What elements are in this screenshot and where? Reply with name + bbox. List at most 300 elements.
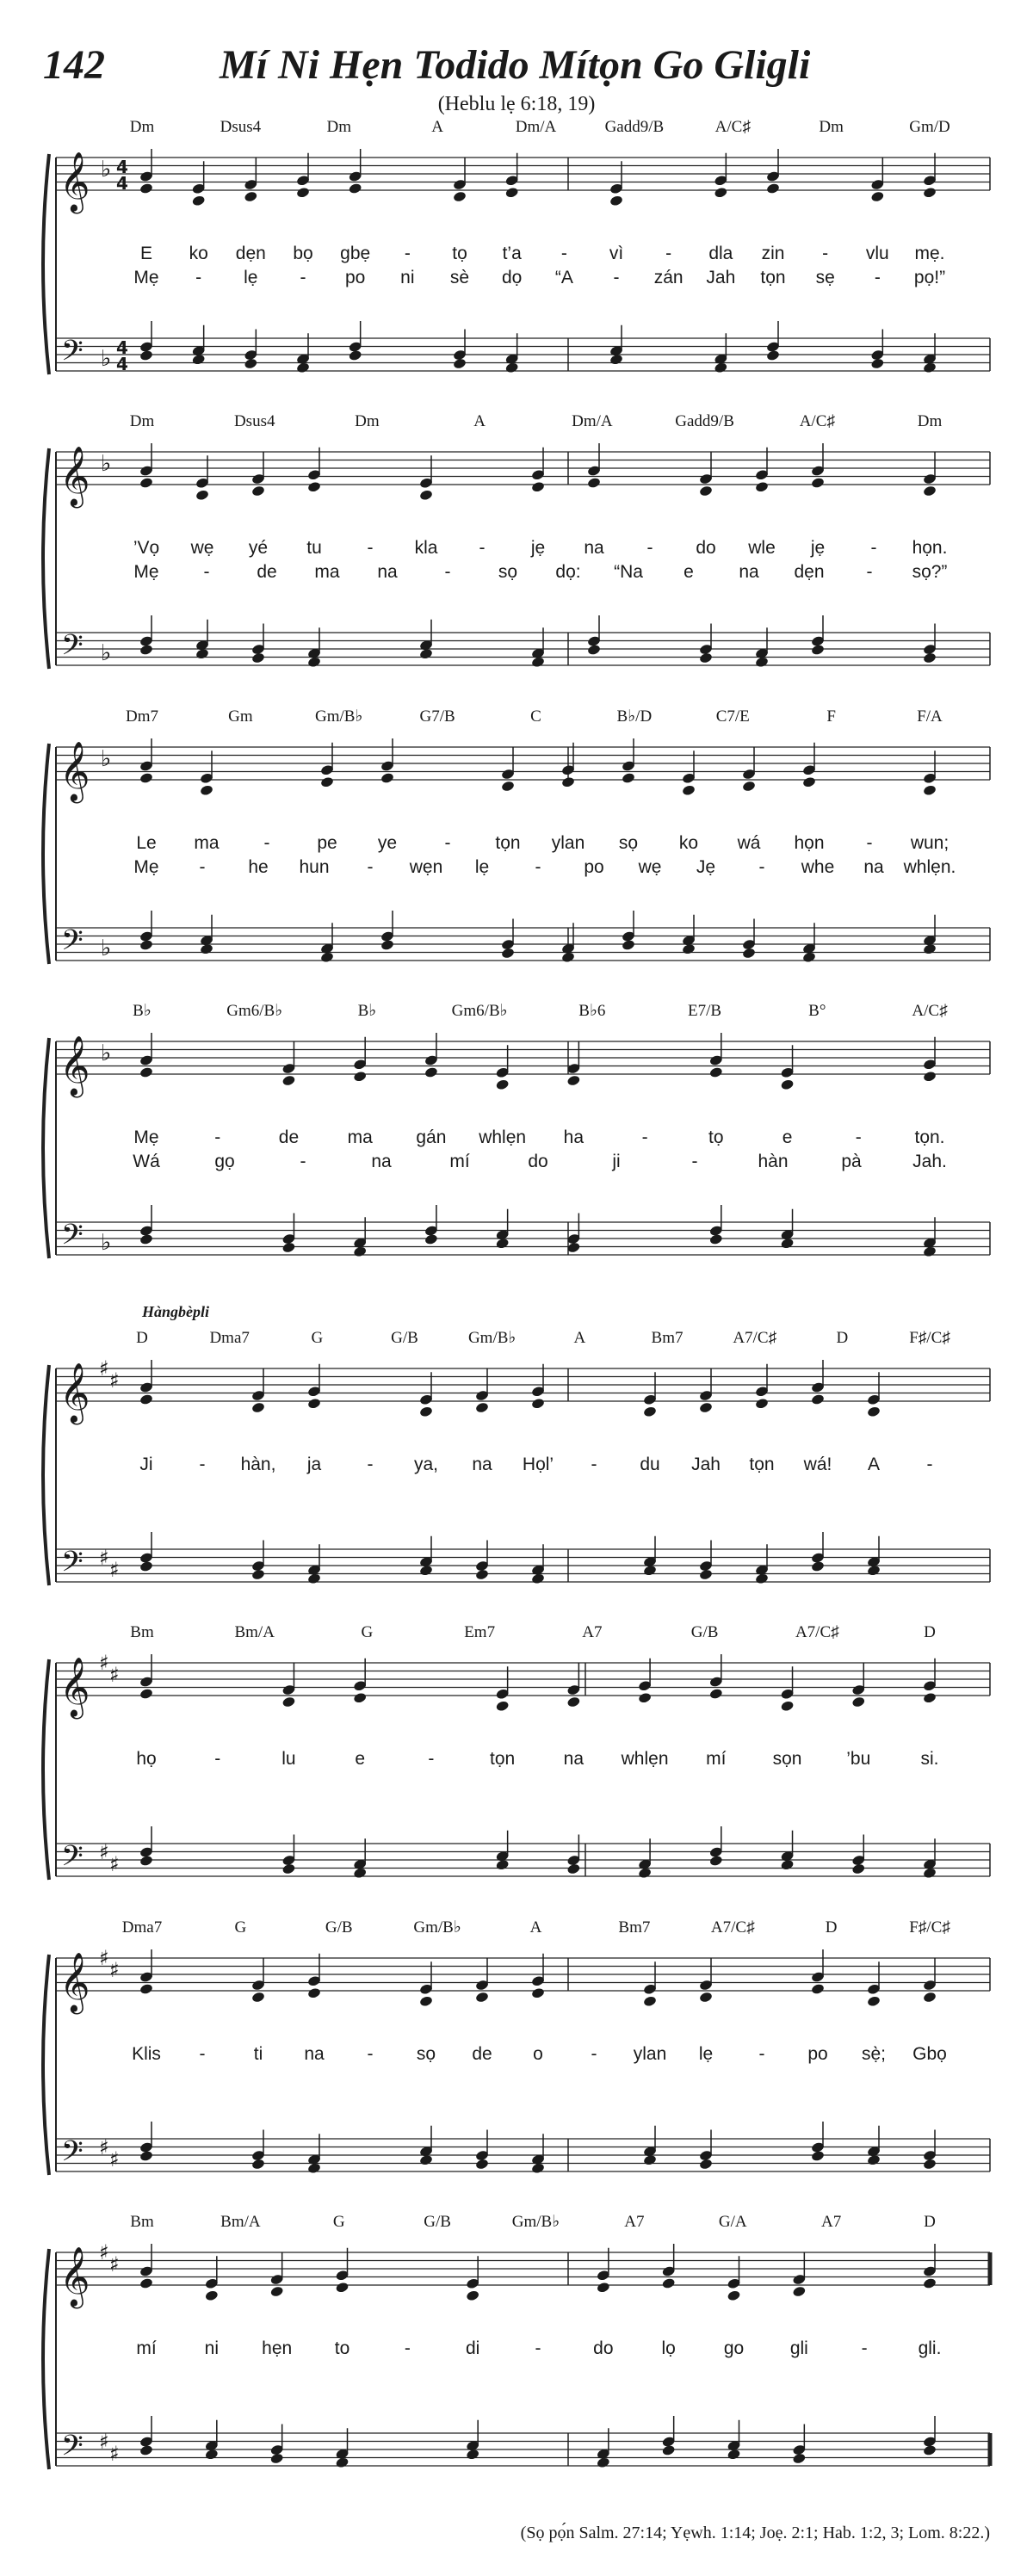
bass-note-head	[699, 1568, 714, 1580]
bass-note-head	[923, 2444, 937, 2456]
lyric-syllable: lọ	[661, 2338, 676, 2358]
lyric-syllable: go	[723, 2338, 745, 2358]
lyric-syllable: sọ?”	[912, 562, 948, 582]
lyric-syllable: zin	[761, 244, 785, 263]
lyric-syllable: -	[479, 538, 486, 558]
treble-note-head	[307, 1987, 322, 1999]
lyric-syllable: e	[782, 1127, 793, 1147]
chord-symbol: B°	[808, 1002, 826, 1020]
treble-staff	[56, 1041, 990, 1074]
lyric-syllable: -	[367, 857, 374, 877]
lyric-syllable: po	[344, 268, 366, 287]
key-signature-sharp: ♯	[109, 2252, 120, 2276]
chord-symbol: Bm7	[618, 1918, 651, 1937]
chord-symbol: A/C♯	[714, 118, 751, 136]
lyric-syllable: na	[739, 562, 759, 582]
treble-note-head	[802, 776, 817, 788]
chord-symbol: Bm	[130, 2213, 154, 2231]
chord-symbol: Gm/B♭	[511, 2213, 560, 2231]
bass-note-head	[475, 1568, 490, 1580]
treble-note-head	[281, 1074, 296, 1086]
lyric-syllable: -	[195, 268, 202, 287]
treble-note-head	[699, 1991, 714, 2003]
lyric-syllable: -	[199, 857, 206, 877]
lyric-syllable: na	[371, 1152, 392, 1171]
lyric-syllable: họ	[136, 1749, 157, 1769]
treble-note-head	[597, 2282, 611, 2294]
lyric-syllable: gọ	[214, 1152, 235, 1171]
lyric-syllable: kla	[414, 538, 438, 558]
lyric-syllable: ni	[204, 2338, 220, 2358]
treble-note-head	[923, 187, 937, 199]
lyric-syllable: mí	[706, 1749, 727, 1769]
bass-note-head	[244, 357, 258, 369]
chord-symbol: Bm	[130, 1623, 154, 1641]
chord-symbol: G7/B	[419, 707, 455, 726]
treble-clef: 𝄞	[59, 446, 90, 506]
treble-note-head	[419, 489, 434, 501]
bass-note-head	[802, 951, 817, 963]
lyric-syllable: hàn,	[240, 1455, 276, 1474]
bass-clef: 𝄢	[61, 1219, 84, 1258]
bass-note-head	[699, 2158, 714, 2170]
lyric-syllable: -	[822, 244, 829, 263]
bass-note-head	[643, 2154, 658, 2166]
bass-note-head	[643, 1565, 658, 1577]
bass-staff	[56, 928, 990, 961]
treble-clef: 𝄞	[59, 1362, 90, 1423]
chord-symbol: E7/B	[688, 1002, 722, 1020]
treble-note-head	[811, 1983, 826, 1995]
treble-staff	[56, 1368, 990, 1401]
lyric-syllable: -	[691, 1152, 698, 1171]
treble-clef: 𝄞	[59, 1035, 90, 1096]
bass-note-head	[424, 1233, 439, 1245]
lyric-syllable: jẹ	[530, 538, 546, 558]
chord-symbol: Dsus4	[233, 412, 275, 430]
lyric-syllable: -	[613, 268, 620, 287]
chord-symbol: B♭/D	[616, 707, 653, 726]
bass-clef: 𝄢	[61, 2430, 84, 2469]
bass-note-head	[870, 357, 885, 369]
lyric-syllable: sẹ	[815, 268, 835, 287]
treble-note-head	[495, 1700, 510, 1712]
chord-symbol: Dm/A	[515, 118, 557, 136]
chord-symbol: G/B	[391, 1329, 418, 1347]
key-signature-sharp: ♯	[99, 2240, 109, 2264]
chord-symbol: C7/E	[715, 707, 750, 726]
chord-symbol: F/A	[917, 707, 943, 726]
bass-note-head	[139, 1233, 154, 1245]
lyric-syllable: -	[444, 562, 451, 582]
bass-note-head	[307, 1572, 322, 1585]
treble-note-head	[851, 1696, 866, 1708]
chord-symbol: A7/C♯	[733, 1329, 777, 1347]
bass-note-head	[495, 1859, 510, 1871]
lyric-syllable: tọn.	[914, 1127, 945, 1147]
bass-note-head	[923, 943, 937, 955]
lyric-syllable: tọ	[452, 244, 467, 263]
treble-note-head	[251, 485, 266, 497]
treble-note-head	[281, 1696, 296, 1708]
lyric-syllable: -	[214, 1127, 221, 1147]
treble-clef: 𝄞	[59, 2246, 90, 2307]
bass-note-head	[251, 2158, 266, 2170]
bass-note-head	[609, 354, 624, 366]
treble-note-head	[195, 489, 210, 501]
chord-symbol: A7	[624, 2213, 645, 2231]
bass-clef: 𝄢	[61, 2135, 84, 2175]
lyric-syllable: -	[300, 1152, 306, 1171]
key-signature-sharp: ♯	[109, 1663, 120, 1687]
bass-note-head	[638, 1867, 653, 1879]
lyric-syllable: bọ	[293, 244, 313, 263]
chord-symbol: Gm6/B♭	[226, 1002, 283, 1020]
lyric-syllable: Mẹ	[133, 268, 159, 287]
lyric-syllable: ylan	[551, 833, 585, 853]
bass-note-head	[504, 361, 519, 374]
lyric-syllable: e	[355, 1749, 366, 1769]
lyric-syllable: -	[866, 833, 873, 853]
key-signature-sharp: ♯	[99, 1946, 109, 1970]
treble-note-head	[320, 776, 335, 788]
lyric-syllable: ni	[400, 268, 415, 287]
bass-note-head	[780, 1238, 795, 1250]
lyric-syllable: -	[428, 1749, 435, 1769]
bass-clef: 𝄢	[61, 335, 84, 374]
chord-symbol: A7	[582, 1623, 603, 1641]
lyric-syllable: -	[404, 2338, 411, 2358]
lyric-syllable: sè	[449, 268, 470, 287]
lyric-syllable: dẹn	[794, 562, 825, 582]
lyric-syllable: Mẹ	[133, 857, 159, 877]
treble-note-head	[191, 195, 206, 207]
lyric-syllable: wẹ	[638, 857, 662, 877]
treble-note-head	[419, 1995, 434, 2007]
bass-note-head	[811, 1560, 826, 1572]
treble-note-head	[923, 1692, 937, 1704]
tempo-marking: Hàngbèpli	[142, 1303, 210, 1320]
chord-symbol: A/C♯	[799, 412, 835, 430]
chord-symbol: F♯/C♯	[909, 1918, 950, 1937]
bass-note-head	[531, 2162, 546, 2174]
treble-note-head	[353, 1692, 368, 1704]
chord-symbol: F	[826, 707, 836, 726]
bass-note-head	[755, 1572, 770, 1585]
chord-symbol: Dm	[355, 412, 380, 430]
treble-note-head	[923, 1991, 937, 2003]
key-signature-sharp: ♯	[99, 1840, 109, 1864]
key-signature-flat: ♭	[101, 1230, 112, 1256]
bass-note-head	[419, 648, 434, 660]
treble-note-head	[923, 784, 937, 796]
system-brace	[43, 1659, 49, 1880]
system-brace	[43, 1955, 49, 2175]
lyric-syllable: -	[646, 538, 653, 558]
lyric-syllable: hàn	[758, 1152, 789, 1171]
key-signature-sharp: ♯	[99, 2430, 109, 2454]
lyric-syllable: tọn	[749, 1455, 775, 1474]
chord-symbol: B♭6	[578, 1002, 606, 1020]
lyric-syllable: Gbọ	[912, 2044, 947, 2064]
bass-note-head	[139, 1560, 154, 1572]
bass-note-head	[780, 1859, 795, 1871]
chord-symbol: G	[332, 2213, 345, 2231]
treble-note-head	[296, 187, 311, 199]
bass-note-head	[923, 2158, 937, 2170]
chord-symbol: Dm	[917, 412, 943, 430]
time-signature-top: 4	[116, 157, 128, 177]
bass-note-head	[811, 2150, 826, 2162]
lyric-syllable: -	[758, 857, 765, 877]
system-brace	[43, 154, 49, 374]
bass-note-head	[251, 652, 266, 664]
treble-note-head	[867, 1405, 881, 1418]
treble-note-head	[200, 784, 214, 796]
bass-note-head	[851, 1863, 866, 1875]
lyric-syllable: o	[533, 2044, 543, 2064]
lyric-syllable: wẹn	[409, 857, 443, 877]
treble-note-head	[139, 182, 154, 195]
treble-note-head	[699, 1401, 714, 1413]
treble-note-head	[867, 1995, 881, 2007]
treble-note-head	[766, 182, 781, 195]
lyric-syllable: gbẹ	[340, 244, 371, 263]
lyric-syllable: ko	[678, 833, 699, 853]
chord-symbol: A7	[821, 2213, 842, 2231]
lyric-syllable: whlẹn	[621, 1749, 669, 1769]
bass-note-head	[139, 939, 154, 951]
treble-note-head	[609, 195, 624, 207]
key-signature-sharp: ♯	[109, 1558, 120, 1582]
chord-symbol: Bm/A	[234, 1623, 275, 1641]
lyric-syllable: -	[665, 244, 672, 263]
lyric-syllable: -	[535, 2338, 541, 2358]
bass-note-head	[531, 1572, 546, 1585]
chord-symbol: Gm/B♭	[315, 707, 363, 726]
key-signature-sharp: ♯	[99, 1651, 109, 1675]
lyric-syllable: na	[472, 1455, 492, 1474]
lyric-syllable: whlẹn.	[903, 857, 956, 877]
bass-clef: 𝄢	[61, 629, 84, 669]
treble-note-head	[727, 2289, 741, 2301]
lyric-syllable: -	[300, 268, 306, 287]
bass-note-head	[281, 1863, 296, 1875]
treble-note-head	[531, 1398, 546, 1410]
bass-note-head	[139, 2150, 154, 2162]
chord-symbol: C	[530, 707, 541, 726]
lyric-syllable: -	[203, 562, 210, 582]
lyric-syllable: hun	[299, 857, 330, 877]
treble-note-head	[792, 2285, 807, 2297]
treble-note-head	[353, 1071, 368, 1083]
treble-note-head	[307, 1398, 322, 1410]
chord-symbol: G/B	[690, 1623, 719, 1641]
system-brace	[43, 448, 49, 669]
treble-note-head	[348, 182, 362, 195]
bass-staff	[56, 2139, 990, 2171]
bass-note-head	[923, 1245, 937, 1257]
lyric-syllable: -	[855, 1127, 862, 1147]
lyric-syllable: sẹ̀;	[861, 2044, 887, 2064]
lyric-syllable: -	[560, 244, 567, 263]
lyric-syllable: dẹn	[235, 244, 266, 263]
lyric-syllable: mẹ.	[914, 244, 945, 263]
lyric-syllable: de	[472, 2044, 492, 2064]
treble-note-head	[780, 1078, 795, 1090]
chord-symbol: G/B	[424, 2213, 451, 2231]
chord-symbol: D	[924, 2213, 936, 2231]
lyric-syllable: to	[334, 2338, 350, 2358]
bass-clef: 𝄢	[61, 1546, 84, 1585]
lyric-syllable: tọn	[490, 1749, 516, 1769]
bass-note-head	[531, 656, 546, 668]
treble-note-head	[811, 477, 826, 489]
lyric-syllable: vlu	[865, 244, 889, 263]
chord-symbol: G/B	[325, 1918, 353, 1937]
treble-note-head	[755, 481, 770, 493]
lyric-syllable: na	[377, 562, 398, 582]
treble-note-head	[269, 2285, 284, 2297]
treble-note-head	[139, 477, 154, 489]
lyric-syllable: lẹ	[698, 2044, 714, 2064]
chord-symbol: Gm/D	[909, 118, 950, 136]
bass-note-head	[380, 939, 395, 951]
chord-symbol: B♭	[133, 1002, 152, 1020]
treble-clef: 𝄞	[59, 1952, 90, 2012]
lyric-syllable: -	[866, 562, 873, 582]
chord-symbol: A	[431, 118, 443, 136]
chord-symbol: Bm/A	[220, 2213, 261, 2231]
lyric-syllable: tu	[306, 538, 322, 558]
treble-note-head	[139, 1983, 154, 1995]
lyric-syllable: họn	[794, 833, 825, 853]
bass-note-head	[495, 1238, 510, 1250]
lyric-syllable: dla	[708, 244, 733, 263]
chord-symbol: Dsus4	[220, 118, 262, 136]
chord-symbol: B♭	[357, 1002, 377, 1020]
treble-note-head	[531, 481, 546, 493]
bass-note-head	[353, 1245, 368, 1257]
treble-note-head	[923, 485, 937, 497]
lyric-syllable: Jah.	[912, 1152, 947, 1171]
treble-note-head	[682, 784, 696, 796]
treble-note-head	[205, 2289, 220, 2301]
lyric-syllable: Mẹ	[133, 562, 159, 582]
chord-symbol: Gm/B♭	[467, 1329, 516, 1347]
lyric-syllable: ’Vọ	[133, 538, 160, 558]
bass-note-head	[335, 2456, 349, 2468]
bass-note-head	[561, 951, 576, 963]
lyric-syllable: -	[367, 538, 374, 558]
lyric-syllable: vì	[609, 244, 624, 263]
bass-staff	[56, 633, 990, 665]
lyric-syllable: de	[257, 562, 277, 582]
key-signature-sharp: ♯	[109, 1852, 120, 1876]
lyric-syllable: wle	[748, 538, 776, 558]
treble-note-head	[638, 1692, 653, 1704]
lyric-syllable: -	[199, 1455, 206, 1474]
chord-symbol: Dm	[129, 412, 155, 430]
time-signature-bottom: 4	[116, 354, 128, 374]
lyric-syllable: -	[591, 2044, 597, 2064]
bass-note-head	[867, 2154, 881, 2166]
lyric-syllable: ya,	[413, 1455, 439, 1474]
treble-note-head	[139, 1393, 154, 1405]
treble-clef: 𝄞	[59, 151, 90, 212]
treble-note-head	[561, 776, 576, 788]
hymn-title: Mí Ni Hẹn Todido Mítọn Go Gligli	[220, 42, 811, 88]
time-signature-bottom: 4	[116, 173, 128, 194]
lyric-syllable: whlẹn	[479, 1127, 527, 1147]
lyric-syllable: do	[696, 538, 716, 558]
treble-note-head	[335, 2282, 349, 2294]
chord-symbol: A7/C♯	[710, 1918, 755, 1937]
lyric-syllable: mí	[449, 1152, 470, 1171]
lyric-syllable: ti	[253, 2044, 263, 2064]
lyric-syllable: wẹ	[190, 538, 214, 558]
bass-note-head	[139, 1855, 154, 1867]
key-signature-flat: ♭	[101, 746, 112, 772]
bass-staff	[56, 1844, 990, 1876]
system-brace	[43, 1038, 49, 1258]
lyric-syllable: -	[758, 2044, 765, 2064]
treble-note-head	[643, 1405, 658, 1418]
lyric-syllable: gli	[789, 2338, 808, 2358]
key-signature-sharp: ♯	[109, 2442, 120, 2466]
treble-note-head	[566, 1074, 581, 1086]
chord-symbol: G	[311, 1329, 324, 1347]
key-signature-flat: ♭	[101, 936, 112, 961]
chord-symbol: F♯/C♯	[909, 1329, 950, 1347]
lyric-syllable: ko	[189, 244, 208, 263]
bass-note-head	[699, 652, 714, 664]
lyric-syllable: mí	[136, 2338, 157, 2358]
scripture-reference: (Heblu lẹ 6:18, 19)	[437, 93, 596, 115]
key-signature-sharp: ♯	[109, 1958, 120, 1982]
lyric-syllable: ma	[347, 1127, 373, 1147]
lyric-syllable: wá	[737, 833, 761, 853]
bass-note-head	[867, 1565, 881, 1577]
time-signature-top: 4	[116, 337, 128, 358]
lyric-syllable: wá!	[803, 1455, 832, 1474]
lyric-syllable: -	[870, 538, 877, 558]
lyric-syllable: ja	[306, 1455, 322, 1474]
treble-note-head	[870, 190, 885, 202]
lyric-syllable: dọ	[501, 268, 523, 287]
treble-note-head	[742, 780, 757, 792]
lyric-syllable: -	[861, 2338, 868, 2358]
lyric-syllable: ma	[314, 562, 340, 582]
treble-note-head	[139, 772, 154, 784]
treble-note-head	[139, 1066, 154, 1078]
lyric-syllable: gli.	[918, 2338, 942, 2358]
bass-note-head	[709, 1233, 724, 1245]
lyric-syllable: họn.	[912, 538, 948, 558]
lyric-syllable: “Na	[614, 562, 643, 582]
lyric-syllable: pà	[841, 1152, 862, 1171]
treble-staff	[56, 2252, 990, 2285]
treble-note-head	[139, 1688, 154, 1700]
bass-note-head	[353, 1867, 368, 1879]
lyric-syllable: sọ	[618, 833, 639, 853]
treble-note-head	[755, 1398, 770, 1410]
treble-note-head	[699, 485, 714, 497]
system-brace	[43, 1365, 49, 1585]
bass-note-head	[709, 1855, 724, 1867]
lyric-syllable: jẹ	[810, 538, 826, 558]
lyric-syllable: Ji	[139, 1455, 153, 1474]
